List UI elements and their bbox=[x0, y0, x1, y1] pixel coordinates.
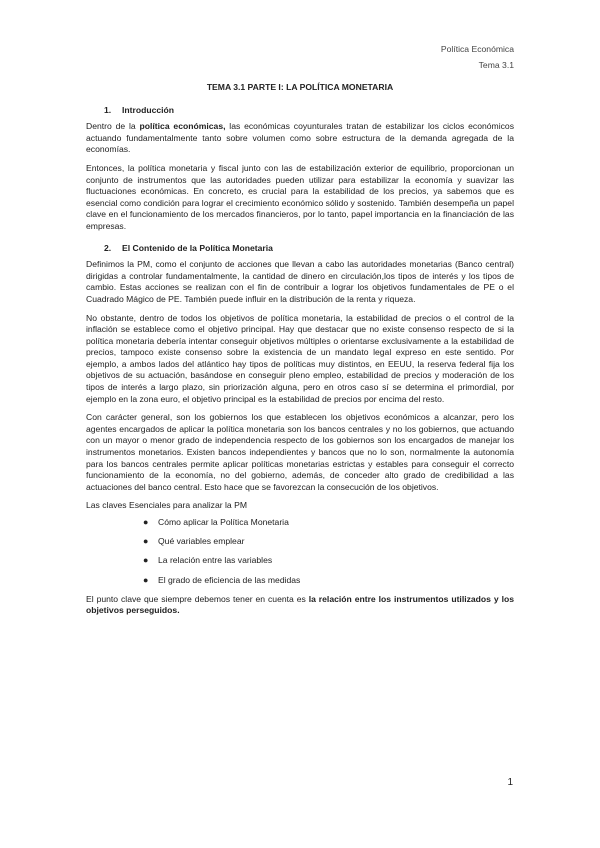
paragraph-bold-text: la relación entre los instrumentos utilizados y los objetivos perseguidos. bbox=[86, 593, 514, 616]
header-subject: Política Económica bbox=[440, 44, 514, 54]
paragraph-text: El punto clave que siempre debemos tener en cuenta es bbox=[86, 593, 309, 604]
section-number: 1. bbox=[104, 104, 112, 115]
list-item bbox=[86, 575, 514, 587]
section-heading-contenido bbox=[86, 243, 514, 255]
paragraph-text: las económicas coyunturales tratan de estabilizar los ciclos económicos actuando fundamentalmente tanto sobre volumen como sobre estructura de la demanda agregada de la economías. bbox=[86, 121, 514, 155]
header-topic: Tema 3.1 bbox=[478, 60, 514, 70]
bullet-icon: ● bbox=[143, 536, 149, 547]
section-heading-introduccion bbox=[86, 105, 514, 117]
bullet-icon: ● bbox=[143, 517, 149, 527]
key-points-list bbox=[86, 517, 514, 586]
paragraph: Las claves Esenciales para analizar la PM bbox=[86, 500, 247, 511]
paragraph bbox=[86, 594, 514, 617]
paragraph: Entonces, la política monetaria y fiscal junto con las de estabilización exterior de equilibrio, proporcionan un conjunto de instrumentos que las autoridades pueden utilizar para estabilizar la economía y suavizar las fluctuaciones económicas. En concreto, es crucial para la estabilidad de los precios, ya sabemos que es esencial como condición para lograr el crecimiento económico sólido y sostenido. También desempeña un papel clave en el funcionamiento de los mercados financieros, por lo tanto, papel importancia en la financiación de las empresas. bbox=[86, 162, 514, 231]
list-item bbox=[86, 536, 514, 548]
paragraph-text: Dentro de la bbox=[86, 121, 140, 132]
paragraph: Con carácter general, son los gobiernos los que establecen los objetivos económicos a alcanzar, pero los agentes encargados de aplicar la política monetaria son los bancos centrales y no los gobiernos, que actuando con un mayor o menor grado de independencia respecto de los gobiernos son los encargados de manejar los instrumentos monetarios. Existen bancos independientes y bancos que no lo son, normalmente la autonomía para los bancos centrales permite aplicar políticas monetarias estrictas y estables para conseguir el correcto funcionamiento de la economía, no del gobierno, además, de conceder alto grado de credibilidad a las actuaciones del banco central. Esto hace que se favorezcan la consecución de los objetivos. bbox=[86, 412, 514, 492]
list-item bbox=[86, 517, 514, 529]
paragraph-bold-text: política económicas, bbox=[139, 121, 226, 132]
bullet-icon: ● bbox=[143, 555, 149, 566]
section-number: 2. bbox=[104, 242, 112, 253]
page-number: 1 bbox=[507, 777, 513, 788]
list-item bbox=[86, 555, 514, 567]
bullet-icon: ● bbox=[143, 574, 149, 585]
paragraph: No obstante, dentro de todos los objetivos de política monetaria, la estabilidad de precios o el control de la inflación se establece como el objetivo principal. Hay que destacar que no existe consenso respecto de si la política monetaria debería intentar conseguir objetivos múltiples o orientarse exclusivamente a la estabilidad de precios, tampoco existe consenso sobre la existencia de un mandato legal expreso en este sentido. Por ejemplo, a ambos lados del atlántico hay tipos de políticas muy distintos, en EEUU, la reserva federal fija los objetivos de su actuación, basándose en conseguir pleno empleo, estabilidad de precios y moderación de los tipos de interés a largo plazo, sin priorización alguna, pero en otros caso sí se determina el primordial, por ejemplo en la zona euro, el objetivo principal es la estabilidad de precios por encima del resto. bbox=[86, 312, 514, 404]
list-item-text: El grado de eficiencia de las medidas bbox=[158, 574, 301, 585]
paragraph: Definimos la PM, como el conjunto de acciones que llevan a cabo las autoridades monetarias (Banco central) dirigidas a controlar fundamentalmente, la cantidad de dinero en circulación,los tipos de interés y los tipos de cambio. Estas acciones se realizan con el fin de contribuir a lograr los objetivos fundamentales de PE o el Cuadrado Mágico de PE. También puede influir en la distribución de la renta y riqueza. bbox=[86, 259, 514, 304]
document-title: TEMA 3.1 PARTE I: LA POLÍTICA MONETARIA bbox=[206, 82, 394, 92]
list-item-text: La relación entre las variables bbox=[158, 555, 273, 566]
section-title: El Contenido de la Política Monetaria bbox=[122, 242, 273, 253]
list-item-text: Cómo aplicar la Política Monetaria bbox=[158, 517, 289, 527]
list-item-text: Qué variables emplear bbox=[158, 536, 245, 547]
paragraph bbox=[86, 121, 514, 156]
document-body bbox=[86, 82, 514, 624]
section-title: Introducción bbox=[122, 104, 175, 115]
